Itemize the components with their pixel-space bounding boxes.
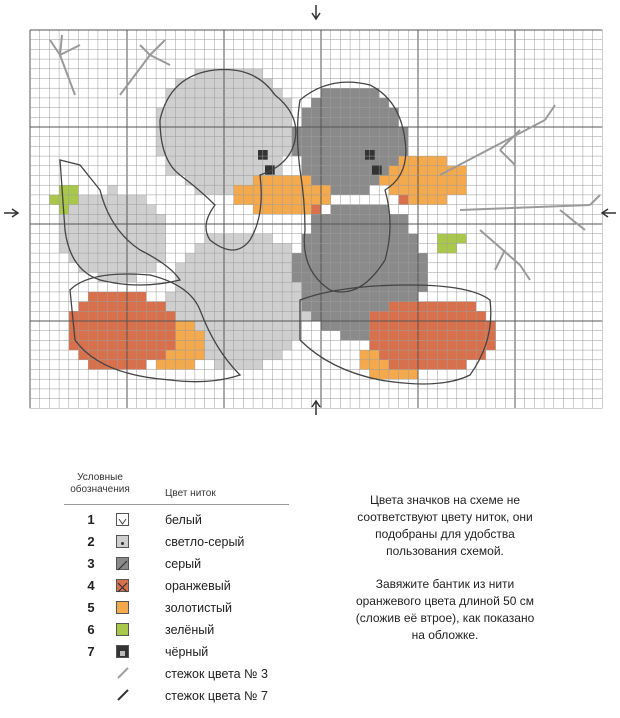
note-bow: Завяжите бантик из нити оранжевого цвета длиной 50 см (сложив её втрое), как показано на обложке. [355,577,535,642]
note-colors: Цвета значков на схеме не соответствуют цвету ниток, они подобраны для удобства пользования схемой. [357,493,533,558]
legend-symbol-cross [116,579,129,592]
legend-row [0,510,300,530]
legend-symbol-square [116,645,129,658]
legend-symbol-dot [116,535,129,548]
legend-symbol-plain [116,623,129,636]
legend-row [0,576,300,596]
notes [350,492,540,660]
legend-color-name: золотистый [165,601,233,615]
legend-symbol-white-v [116,513,129,526]
legend-color-name: чёрный [165,645,209,659]
symbols-header: Условные обозначения [70,472,130,495]
legend-symbol-slash [116,557,129,570]
legend-color-name: светло-серый [165,535,245,549]
legend-number: 3 [87,556,95,571]
legend-symbol-plain [116,601,129,614]
legend-row [0,554,300,574]
legend-number: 6 [87,622,95,637]
legend-number: 1 [87,512,95,527]
legend-number: 5 [87,600,95,615]
legend-row-backstitch [0,686,300,706]
legend-row [0,620,300,640]
legend-backstitch-name: стежок цвета № 7 [165,689,268,703]
legend-number: 2 [87,534,95,549]
legend-color-name: серый [165,557,202,571]
legend-number: 7 [87,644,95,659]
backstitch-line-icon [116,666,130,685]
legend-row [0,642,300,662]
legend-number: 4 [87,578,95,593]
legend-backstitch-name: стежок цвета № 3 [165,667,268,681]
color-header: Цвет ниток [165,488,216,499]
legend-row-backstitch [0,664,300,684]
legend-row [0,532,300,552]
legend-color-name: белый [165,513,202,527]
legend-color-name: оранжевый [165,579,231,593]
legend-row [0,598,300,618]
legend-divider [64,504,289,505]
backstitch-line-icon [116,688,130,707]
legend-color-name: зелёный [165,623,215,637]
